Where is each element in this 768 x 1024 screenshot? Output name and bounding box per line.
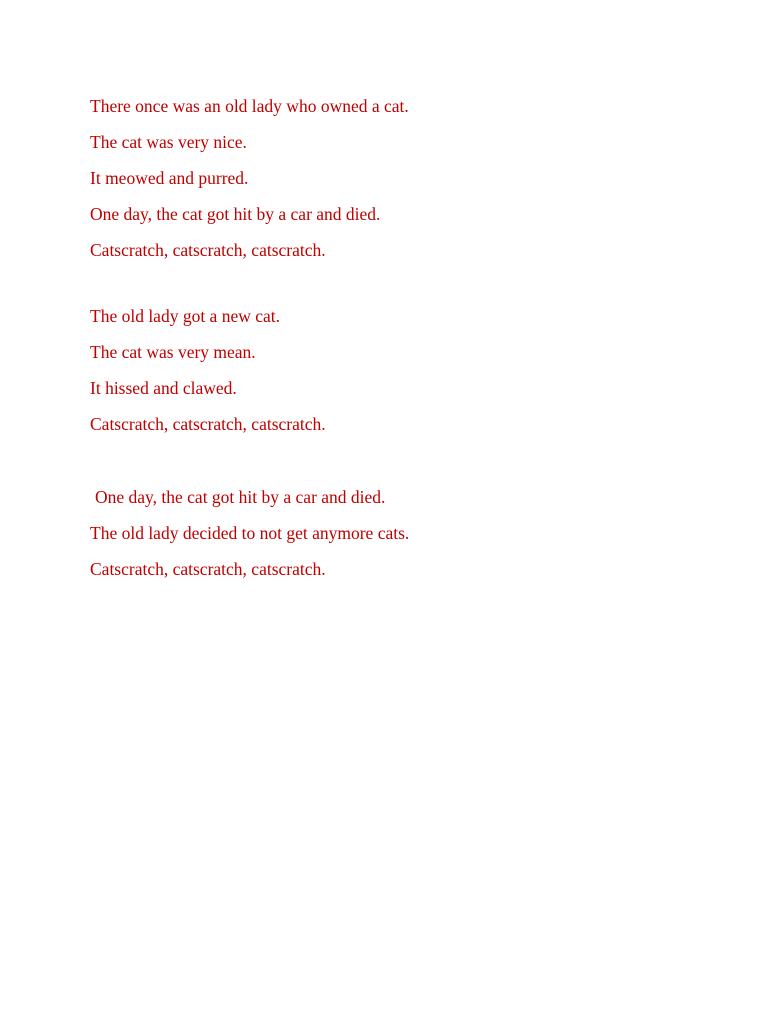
poem-line: It meowed and purred. bbox=[90, 168, 249, 188]
stanza-1 bbox=[90, 93, 710, 273]
stanza-3 bbox=[90, 484, 710, 592]
poem-line: Catscratch, catscratch, catscratch. bbox=[90, 240, 326, 260]
poem-line: The old lady got a new cat. bbox=[90, 306, 281, 326]
poem-line: One day, the cat got hit by a car and died. bbox=[95, 487, 386, 507]
poem-line: It hissed and clawed. bbox=[90, 378, 237, 398]
poem-line: The cat was very nice. bbox=[90, 132, 247, 152]
poem-line: One day, the cat got hit by a car and died. bbox=[90, 204, 381, 224]
poem-line: Catscratch, catscratch, catscratch. bbox=[90, 414, 326, 434]
poem-line: Catscratch, catscratch, catscratch. bbox=[90, 559, 326, 579]
poem-line: The old lady decided to not get anymore cats. bbox=[90, 523, 410, 543]
stanza-2 bbox=[90, 303, 710, 447]
poem-line: The cat was very mean. bbox=[90, 342, 256, 362]
poem-line: There once was an old lady who owned a cat. bbox=[90, 96, 409, 116]
